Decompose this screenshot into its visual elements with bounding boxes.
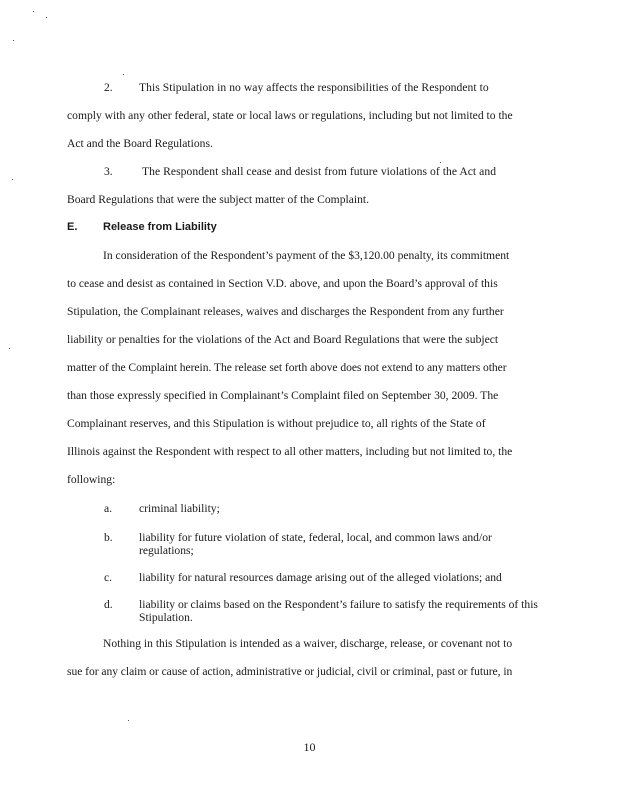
- release-line-8: Illinois against the Respondent with respect to all other matters, including but not limited to, the: [67, 445, 513, 458]
- release-line-5: matter of the Complaint herein. The release set forth above does not extend to any matters other: [67, 361, 507, 374]
- scan-speck: [9, 348, 10, 349]
- item-2-line-1: This Stipulation in no way affects the responsibilities of the Respondent to: [139, 81, 489, 94]
- release-line-1: In consideration of the Respondent’s payment of the $3,120.00 penalty, its commitment: [103, 249, 510, 262]
- list-item-c-letter: c.: [104, 571, 113, 584]
- item-2-number: 2.: [104, 81, 113, 94]
- release-line-3: Stipulation, the Complainant releases, waives and discharges the Respondent from any further: [67, 305, 504, 318]
- scan-speck: [33, 11, 34, 12]
- list-item-d-text: liability or claims based on the Respondent’s failure to satisfy the requirements of this Stipulation.: [139, 598, 538, 624]
- scan-speck: [13, 40, 14, 41]
- list-item-c-text: liability for natural resources damage arising out of the alleged violations; and: [139, 571, 502, 584]
- section-e-title: Release from Liability: [103, 221, 217, 233]
- scan-speck: [12, 179, 13, 180]
- scan-speck: [128, 720, 129, 721]
- item-3-number: 3.: [104, 165, 113, 178]
- release-line-9: following:: [67, 473, 116, 486]
- release-line-6: than those expressly specified in Complainant’s Complaint filed on September 30, 2009. The: [67, 389, 499, 402]
- item-3-line-2: Board Regulations that were the subject matter of the Complaint.: [67, 193, 370, 206]
- release-line-4: liability or penalties for the violations of the Act and Board Regulations that were the subject: [67, 333, 499, 346]
- closing-line-1: Nothing in this Stipulation is intended as a waiver, discharge, release, or covenant not to: [103, 637, 513, 650]
- closing-line-2: sue for any claim or cause of action, administrative or judicial, civil or criminal, past or future, in: [67, 665, 513, 678]
- list-item-a-letter: a.: [104, 502, 113, 515]
- release-line-7: Complainant reserves, and this Stipulation is without prejudice to, all rights of the State of: [67, 417, 486, 430]
- page-number: 10: [303, 740, 316, 754]
- scan-speck: [123, 74, 124, 75]
- scan-speck: [440, 162, 441, 163]
- item-2-line-3: Act and the Board Regulations.: [67, 137, 213, 150]
- release-line-2: to cease and desist as contained in Section V.D. above, and upon the Board’s approval of this: [67, 277, 498, 290]
- scan-speck: [46, 17, 47, 18]
- item-2-line-2: comply with any other federal, state or local laws or regulations, including but not limited to the: [67, 109, 513, 122]
- list-item-b-text: liability for future violation of state, federal, local, and common laws and/or regulations;: [139, 531, 492, 557]
- list-item-b-letter: b.: [104, 531, 113, 544]
- list-item-d-letter: d.: [104, 598, 113, 611]
- item-3-line-1: The Respondent shall cease and desist from future violations of the Act and: [142, 165, 497, 178]
- list-item-a-text: criminal liability;: [139, 502, 220, 515]
- section-e-letter: E.: [67, 221, 78, 233]
